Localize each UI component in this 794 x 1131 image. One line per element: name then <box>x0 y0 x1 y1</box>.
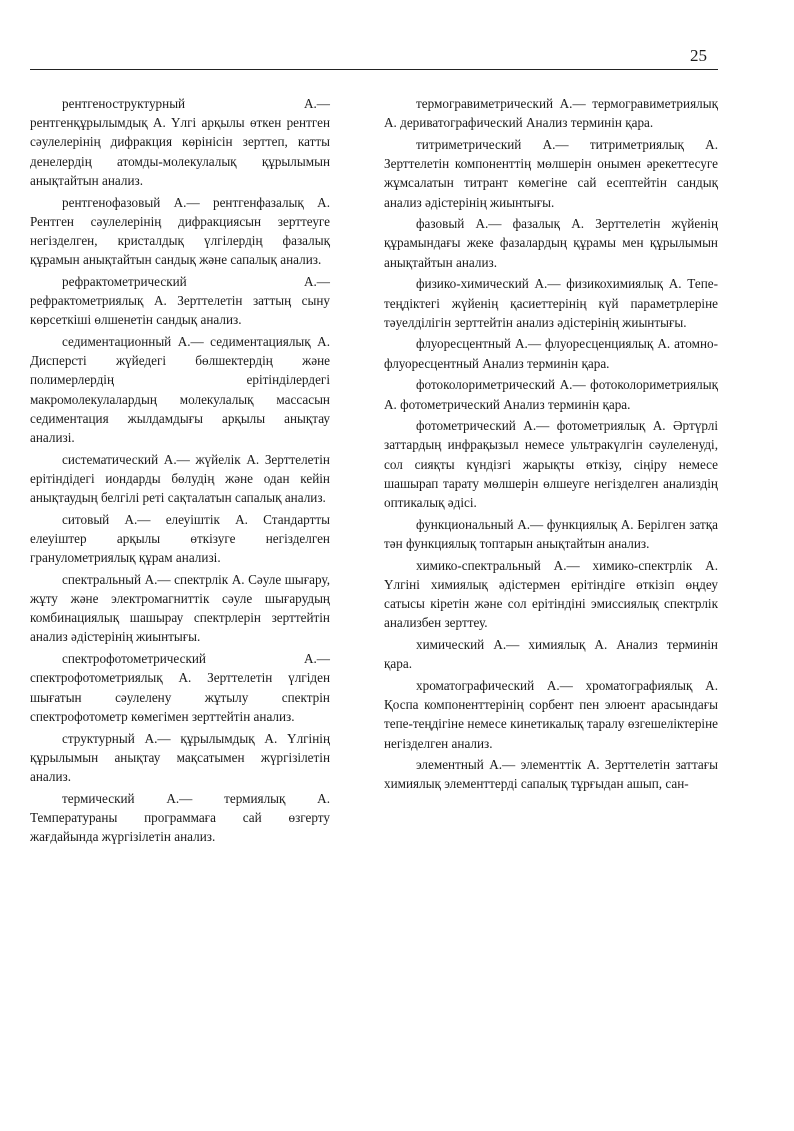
header-rule <box>30 69 718 70</box>
dictionary-entry: систематический А.— жүйелік А. Зерттелетін ерітіндідегі иондарды бөлудің және одан кейін анықтаудың белгілі реті сақталатын сапалық анализ. <box>30 451 330 506</box>
dictionary-entry: структурный А.— құрылымдық А. Үлгінің құрылымын анықтау мақсатымен жүргізілетін анализ. <box>30 730 330 784</box>
dictionary-entry: рентгеноструктурный А.— рентгенқұрылымдық А. Үлгі арқылы өткен рентген сәулелерінің дифракция көрінісін зерттеп, катты денелердің атомды-молекулалық құрылымын анықтайтын анализ. <box>30 96 330 188</box>
dictionary-entry: седиментационный А.— седиментациялық А. Дисперсті жүйедегі бөлшектердің және полимерлердің ерітінділердегі макромолекулалардың молекулалық массасын седиментация жылдамдығы арқылы анықтау анализі. <box>30 333 330 445</box>
dictionary-entry: ситовый А.— елеуіштік А. Стандартты елеуіштер арқылы өткізуге негізделген гранулометриялық құрам анализі. <box>30 511 330 566</box>
dictionary-entry: фотоколориметрический А.— фотоколориметриялық А. фотометрический Анализ терминін қара. <box>384 377 718 412</box>
page-number: 25 <box>690 46 707 65</box>
dictionary-entry: химический А.— химиялық А. Анализ терминін қара. <box>384 636 718 672</box>
dictionary-entry: элементный А.— элементтік А. Зерттелетін заттағы химиялық элементтерді сапалық тұрғыдан ашып, сан- <box>384 757 718 792</box>
left-column <box>30 94 330 849</box>
dictionary-entry: фазовый А.— фазалық А. Зерттелетін жүйенің құрамындағы жеке фазалардың құрамы мен құрылымын анықтайтын анализ. <box>384 216 718 270</box>
dictionary-entry: флуоресцентный А.— флуоресценциялық А. атомно-флуоресцентный Анализ терминін қара. <box>384 336 718 371</box>
dictionary-entry: рентгенофазовый А.— рентгенфазалық А. Рентген сәулелерінің дифракциясын зерттеуге негізделген, кристалдық үлгілердің фазалық құрамын анықтайтын сандық және сапалық анализ. <box>30 194 330 268</box>
dictionary-entry: спектрофотометрический А.— спектрофотометриялық А. Зерттелетін үлгіден шығатын сәулелену жұтылу спектрін спектрофотометр көмегімен зерттейтін анализ. <box>30 651 330 724</box>
dictionary-entry: термогравиметрический А.— термогравиметриялық А. дериватографический Анализ терминін қара. <box>384 96 718 131</box>
dictionary-entry: спектральный А.— спектрлік А. Сәуле шығару, жұту және электромагниттік сәуле шығарудың комбинациялық шашырау спектрлерін зерттейтін анализ әдістерінің жиынтығы. <box>30 571 330 645</box>
dictionary-entry: титриметрический А.— титриметриялық А. Зерттелетін компоненттің мөлшерін онымен әрекеттесуге жұмсалатын титрант көмегіне сай есептейтін сандық анализ әдістерінің жиынтығы. <box>384 136 718 210</box>
dictionary-entry: функциональный А.— функциялық А. Берілген затқа тән функциялық топтарын анықтайтын анализ. <box>384 516 718 551</box>
dictionary-entry: физико-химический А.— физикохимиялық А. Тепе-теңдіктегі жүйенің қасиеттерінің күй параметрлеріне тәуелділігін зерттейтін анализ әдістерінің жиынтығы. <box>384 276 718 330</box>
dictionary-entry: термический А.— термиялық А. Температураны программаға сай өзгерту жағдайында жүргізілетін анализ. <box>30 790 330 845</box>
dictionary-entry: рефрактометрический А.— рефрактометриялық А. Зерттелетін заттың сыну көрсеткіші өлшенетін сандық анализ. <box>30 273 330 328</box>
dictionary-entry: химико-спектральный А.— химико-спектрлік А. Үлгіні химиялық әдістермен ерітіндіге өткізіп өңдеу сатысы кіретін және сол ерітіндіні эмиссиялық спектрлік анализбен зерттеу. <box>384 557 718 631</box>
right-column <box>384 94 718 796</box>
dictionary-entry: фотометрический А.— фотометриялық А. Әртүрлі заттардың инфрақызыл немесе ультракүлгін сәулеленуді, сол сияқты күндізгі жарықты өткізу, сіңіру немесе шашырап тарату мөлшерін өлшеуге негізделген анализдің оптикалық әдісі. <box>384 418 718 511</box>
dictionary-entry: хроматографический А.— хроматографиялық А. Қоспа компоненттерінің сорбент пен элюент арасындағы тепе-теңдігіне немесе кинетикалық таралу өзгешеліктеріне негізделген анализ. <box>384 677 718 751</box>
